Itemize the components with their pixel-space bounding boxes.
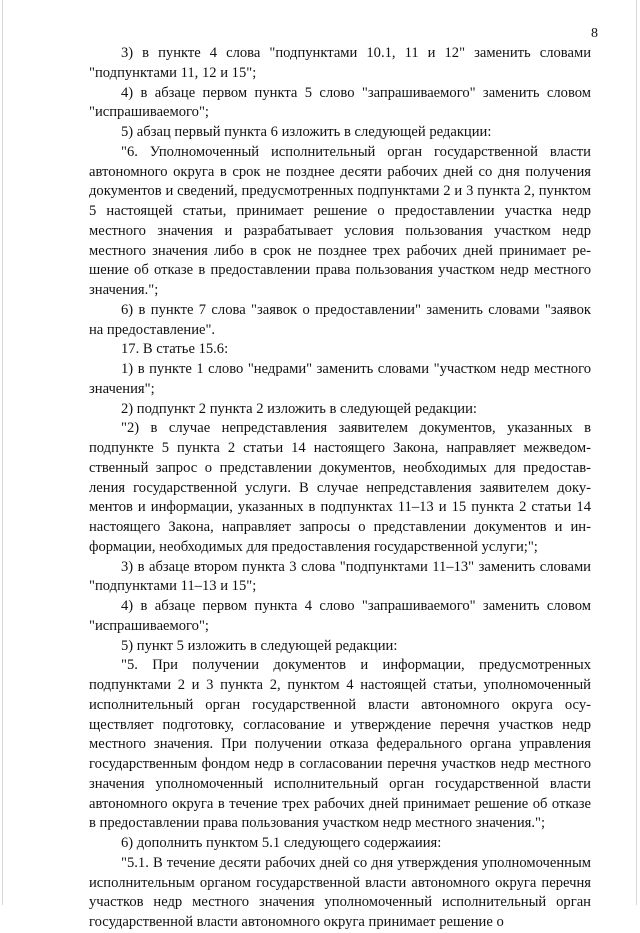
paragraph: "6. Уполномоченный исполнительный орган государственной власти автономного округа в срок не позднее десяти рабочих дней со дня получения документов и сведений, предусмотренных подпунктами 2 и 3 пункта 2, пунктом 5 настоящей статьи, принимает решение о предоставлении участка недр местного значения и разрабатывает условия пользования участком недр местного значения либо в срок не позднее трех рабочих дней принимает решение об отказе в предоставлении права пользования участком недр местного значения."; <box>89 143 591 298</box>
document-body <box>89 44 591 933</box>
paragraph: 1) в пункте 1 слово "недрами" заменить словами "участком недр местного значения"; <box>89 361 591 397</box>
paragraph: 4) в абзаце первом пункта 4 слово "запрашиваемого" заменить словом "испрашиваемого"; <box>89 598 591 634</box>
paragraph: 3) в пункте 4 слова "подпунктами 10.1, 11 и 12" заменить словами "подпунктами 11, 12 и 15"; <box>89 45 591 81</box>
paragraph: 2) подпункт 2 пункта 2 изложить в следующей редакции: <box>121 400 477 417</box>
paragraph: 6) в пункте 7 слова "заявок о предоставлении" заменить словами "заявок на предоставление". <box>89 301 591 338</box>
scan-edge-right <box>636 0 637 905</box>
page-number: 8 <box>591 26 598 41</box>
paragraph: 17. В статье 15.6: <box>121 341 229 358</box>
paragraph: 5) абзац первый пункта 6 изложить в следующей редакции: <box>121 124 492 140</box>
paragraph: 6) дополнить пунктом 5.1 следующего содержаиия: <box>121 835 442 851</box>
paragraph: 4) в абзаце первом пункта 5 слово "запрашиваемого" заменить словом "испрашиваемого"; <box>89 84 591 121</box>
paragraph: "5. При получении документов и информации, предусмотренных подпунктами 2 и 3 пункта 2, пунктом 4 настоящей статьи, уполномоченный исполнительный орган государственной власти автономного округа осуществляет подготовку, согласование и утверждение перечня участков недр местного значения. При получении отказа федерального органа управления государственным фондом недр в согласовании перечня участков недр местного значения уполномоченный исполнительный орган государственной власти автономного округа в течение трех рабочих дней принимает решение об отказе в предоставлении права пользования участком недр местного значения."; <box>89 657 591 832</box>
scan-edge-left <box>2 0 3 905</box>
paragraph: 3) в абзаце втором пункта 3 слова "подпунктами 11–13" заменить словами "подпунктами 11–13 и 15"; <box>89 558 591 595</box>
paragraph: 5) пункт 5 изложить в следующей редакции: <box>121 637 398 654</box>
paragraph: "2) в случае непредставления заявителем документов, указанных в подпункте 5 пункта 2 статьи 14 настоящего Закона, направляет межведомственный запрос о представлении документов, необходимых для предоставления государственной услуги. В случае непредставления заявителем документов и информации, указанных в подпунктах 11–13 и 15 пункта 2 статьи 14 настоящего Закона, направляет запросы о представлении документов и информации, необходимых для предоставления государственной услуги;"; <box>89 420 591 555</box>
paragraph: "5.1. В течение десяти рабочих дней со дня утверждения уполномоченным исполнительным органом государственной власти автономного округа перечня участков недр местного значения уполномоченный исполнительный орган государственной власти автономного округа принимает решение о <box>89 854 591 930</box>
